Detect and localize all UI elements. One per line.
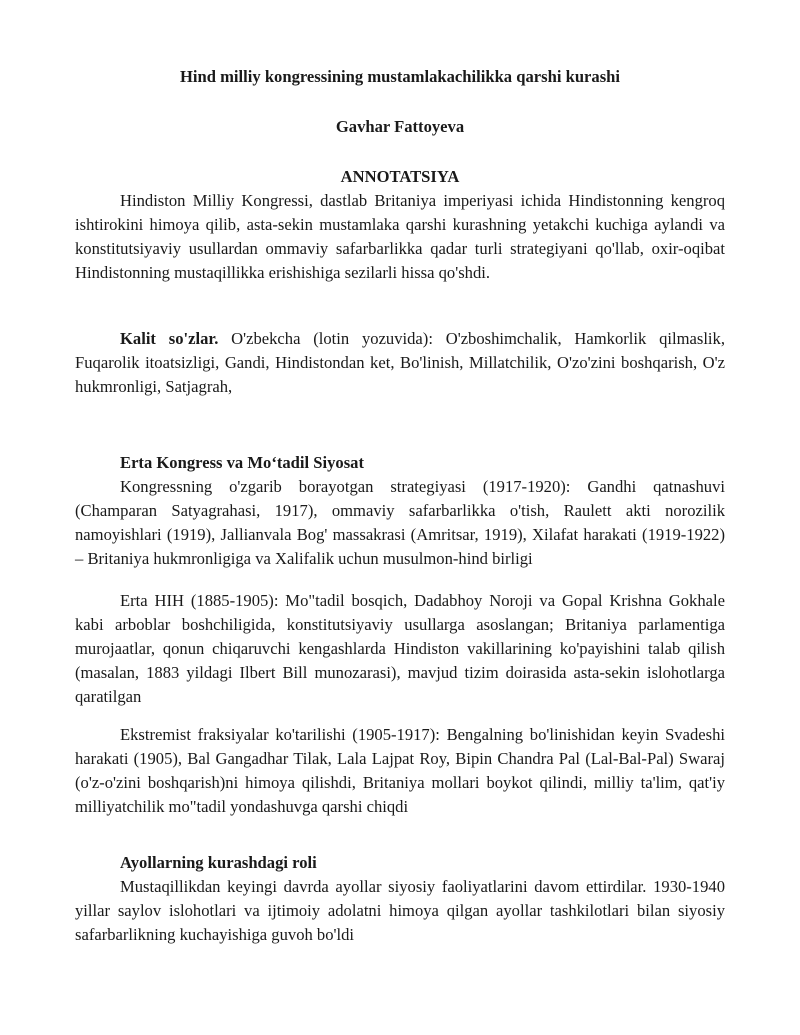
document-title: Hind milliy kongressining mustamlakachilikka qarshi kurashi [179, 67, 621, 86]
keywords-paragraph [75, 327, 725, 399]
annotation-heading: ANNOTATSIYA [340, 167, 460, 186]
section-paragraph: Erta HIH (1885-1905): Mo"tadil bosqich, Dadabhoy Noroji va Gopal Krishna Gokhale kabi arboblar boshchiligida, konstitutsiyaviy usullarga asoslangan; Britaniya parlamentiga murojaatlar, qonun chiqaruvchi kengashlarda Hindiston vakillarining ko'payishini talab qilish (masalan, 1883 yildagi Ilbert Bill munozarasi), mavjud tizim doirasida asta-sekin islohotlarga qaratilgan [75, 591, 725, 706]
annotation-paragraph: Hindiston Milliy Kongressi, dastlab Britaniya imperiyasi ichida Hindistonning kengroq ishtirokini himoya qilib, asta-sekin mustamlaka qarshi kurashning yetakchi kuchiga aylandi va konstitutsiyaviy usullardan ommaviy safarbarlikka qadar turli strategiyani qo'llab, oxir-oqibat Hindistonning mustaqillikka erishishiga sezilarli hissa qo'shdi. [75, 191, 725, 282]
section-paragraph: Ekstremist fraksiyalar ko'tarilishi (1905-1917): Bengalning bo'linishidan keyin Svadeshi harakati (1905), Bal Gangadhar Tilak, Lala Lajpat Roy, Bipin Chandra Pal (Lal-Bal-Pal) Swaraj (o'z-o'zini boshqarish)ni himoya qilishdi, Britaniya mollari boykot qilindi, milliy ta'lim, qat'iy milliyatchilik mo"tadil yondashuvga qarshi chiqdi [75, 725, 725, 816]
keywords-label: Kalit so'zlar. [120, 329, 219, 348]
section-heading-women-role: Ayollarning kurashdagi roli [120, 853, 317, 872]
section-heading-early-congress: Erta Kongress va Mo‘tadil Siyosat [120, 453, 364, 472]
keywords-text: O'zbekcha (lotin yozuvida): O'zboshimchalik, Hamkorlik qilmaslik, Fuqarolik itoatsizligi, Gandi, Hindistondan ket, Bo'linish, Millatchilik, O'zo'zini boshqarish, O'z hukmronligi, Satjagrah, [75, 329, 725, 396]
section-paragraph: Mustaqillikdan keyingi davrda ayollar siyosiy faoliyatlarini davom ettirdilar. 1930-1940 yillar saylov islohotlari va ijtimoiy adolatni himoya qilgan ayollar tashkilotlari bilan siyosiy safarbarlikning kuchayishiga guvoh bo'ldi [75, 877, 725, 944]
author-name: Gavhar Fattoyeva [335, 117, 465, 136]
section-paragraph: Kongressning o'zgarib borayotgan strategiyasi (1917-1920): Gandhi qatnashuvi (Champaran Satyagrahasi, 1917), ommaviy safarbarlikka o'tish, Raulett akti norozilik namoyishlari (1919), Jallianvala Bog' massakrasi (Amritsar, 1919), Xilafat harakati (1919-1922) – Britaniya hukmronligiga va Xalifalik uchun musulmon-hind birligi [75, 477, 725, 568]
